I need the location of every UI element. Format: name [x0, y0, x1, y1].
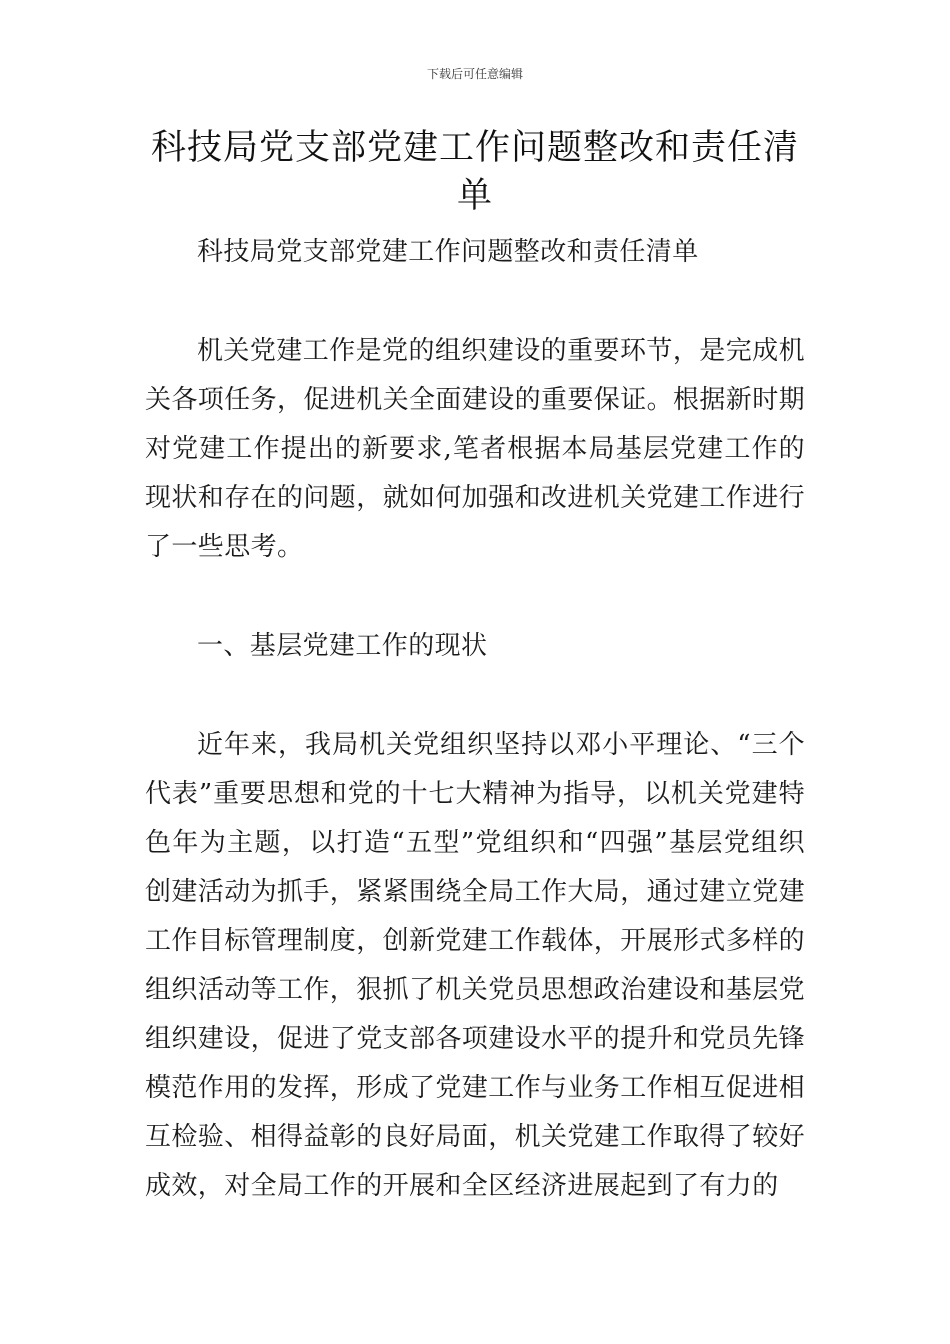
section-heading: 一、基层党建工作的现状: [197, 631, 488, 661]
paragraph-status: 近年来，我局机关党组织坚持以邓小平理论、“三个代表”重要思想和党的十七大精神为指导，以机关党建特色年为主题，以打造“五型”党组织和“四强”基层党组织创建活动为抓手，紧紧围绕全局工作大局，通过建立党建工作目标管理制度，创新党建工作载体，开展形式多样的组织活动等工作，狠抓了机关党员思想政治建设和基层党组织建设，促进了党支部各项建设水平的提升和党员先锋模范作用的发挥，形成了党建工作与业务工作相互促进相互检验、相得益彰的良好局面，机关党建工作取得了较好成效，对全局工作的开展和全区经济进展起到了有力的: [145, 730, 806, 1201]
paragraph-intro: 机关党建工作是党的组织建设的重要环节，是完成机关各项任务，促进机关全面建设的重要保证。根据新时期对党建工作提出的新要求,笔者根据本局基层党建工作的现状和存在的问题，就如何加强和改进机关党建工作进行了一些思考。: [145, 336, 806, 562]
document-subtitle: 科技局党支部党建工作问题整改和责任清单: [197, 237, 699, 267]
document-body: [145, 228, 805, 1211]
header-note: 下载后可任意编辑: [426, 67, 523, 81]
document-title: 科技局党支部党建工作问题整改和责任清单: [150, 128, 799, 216]
